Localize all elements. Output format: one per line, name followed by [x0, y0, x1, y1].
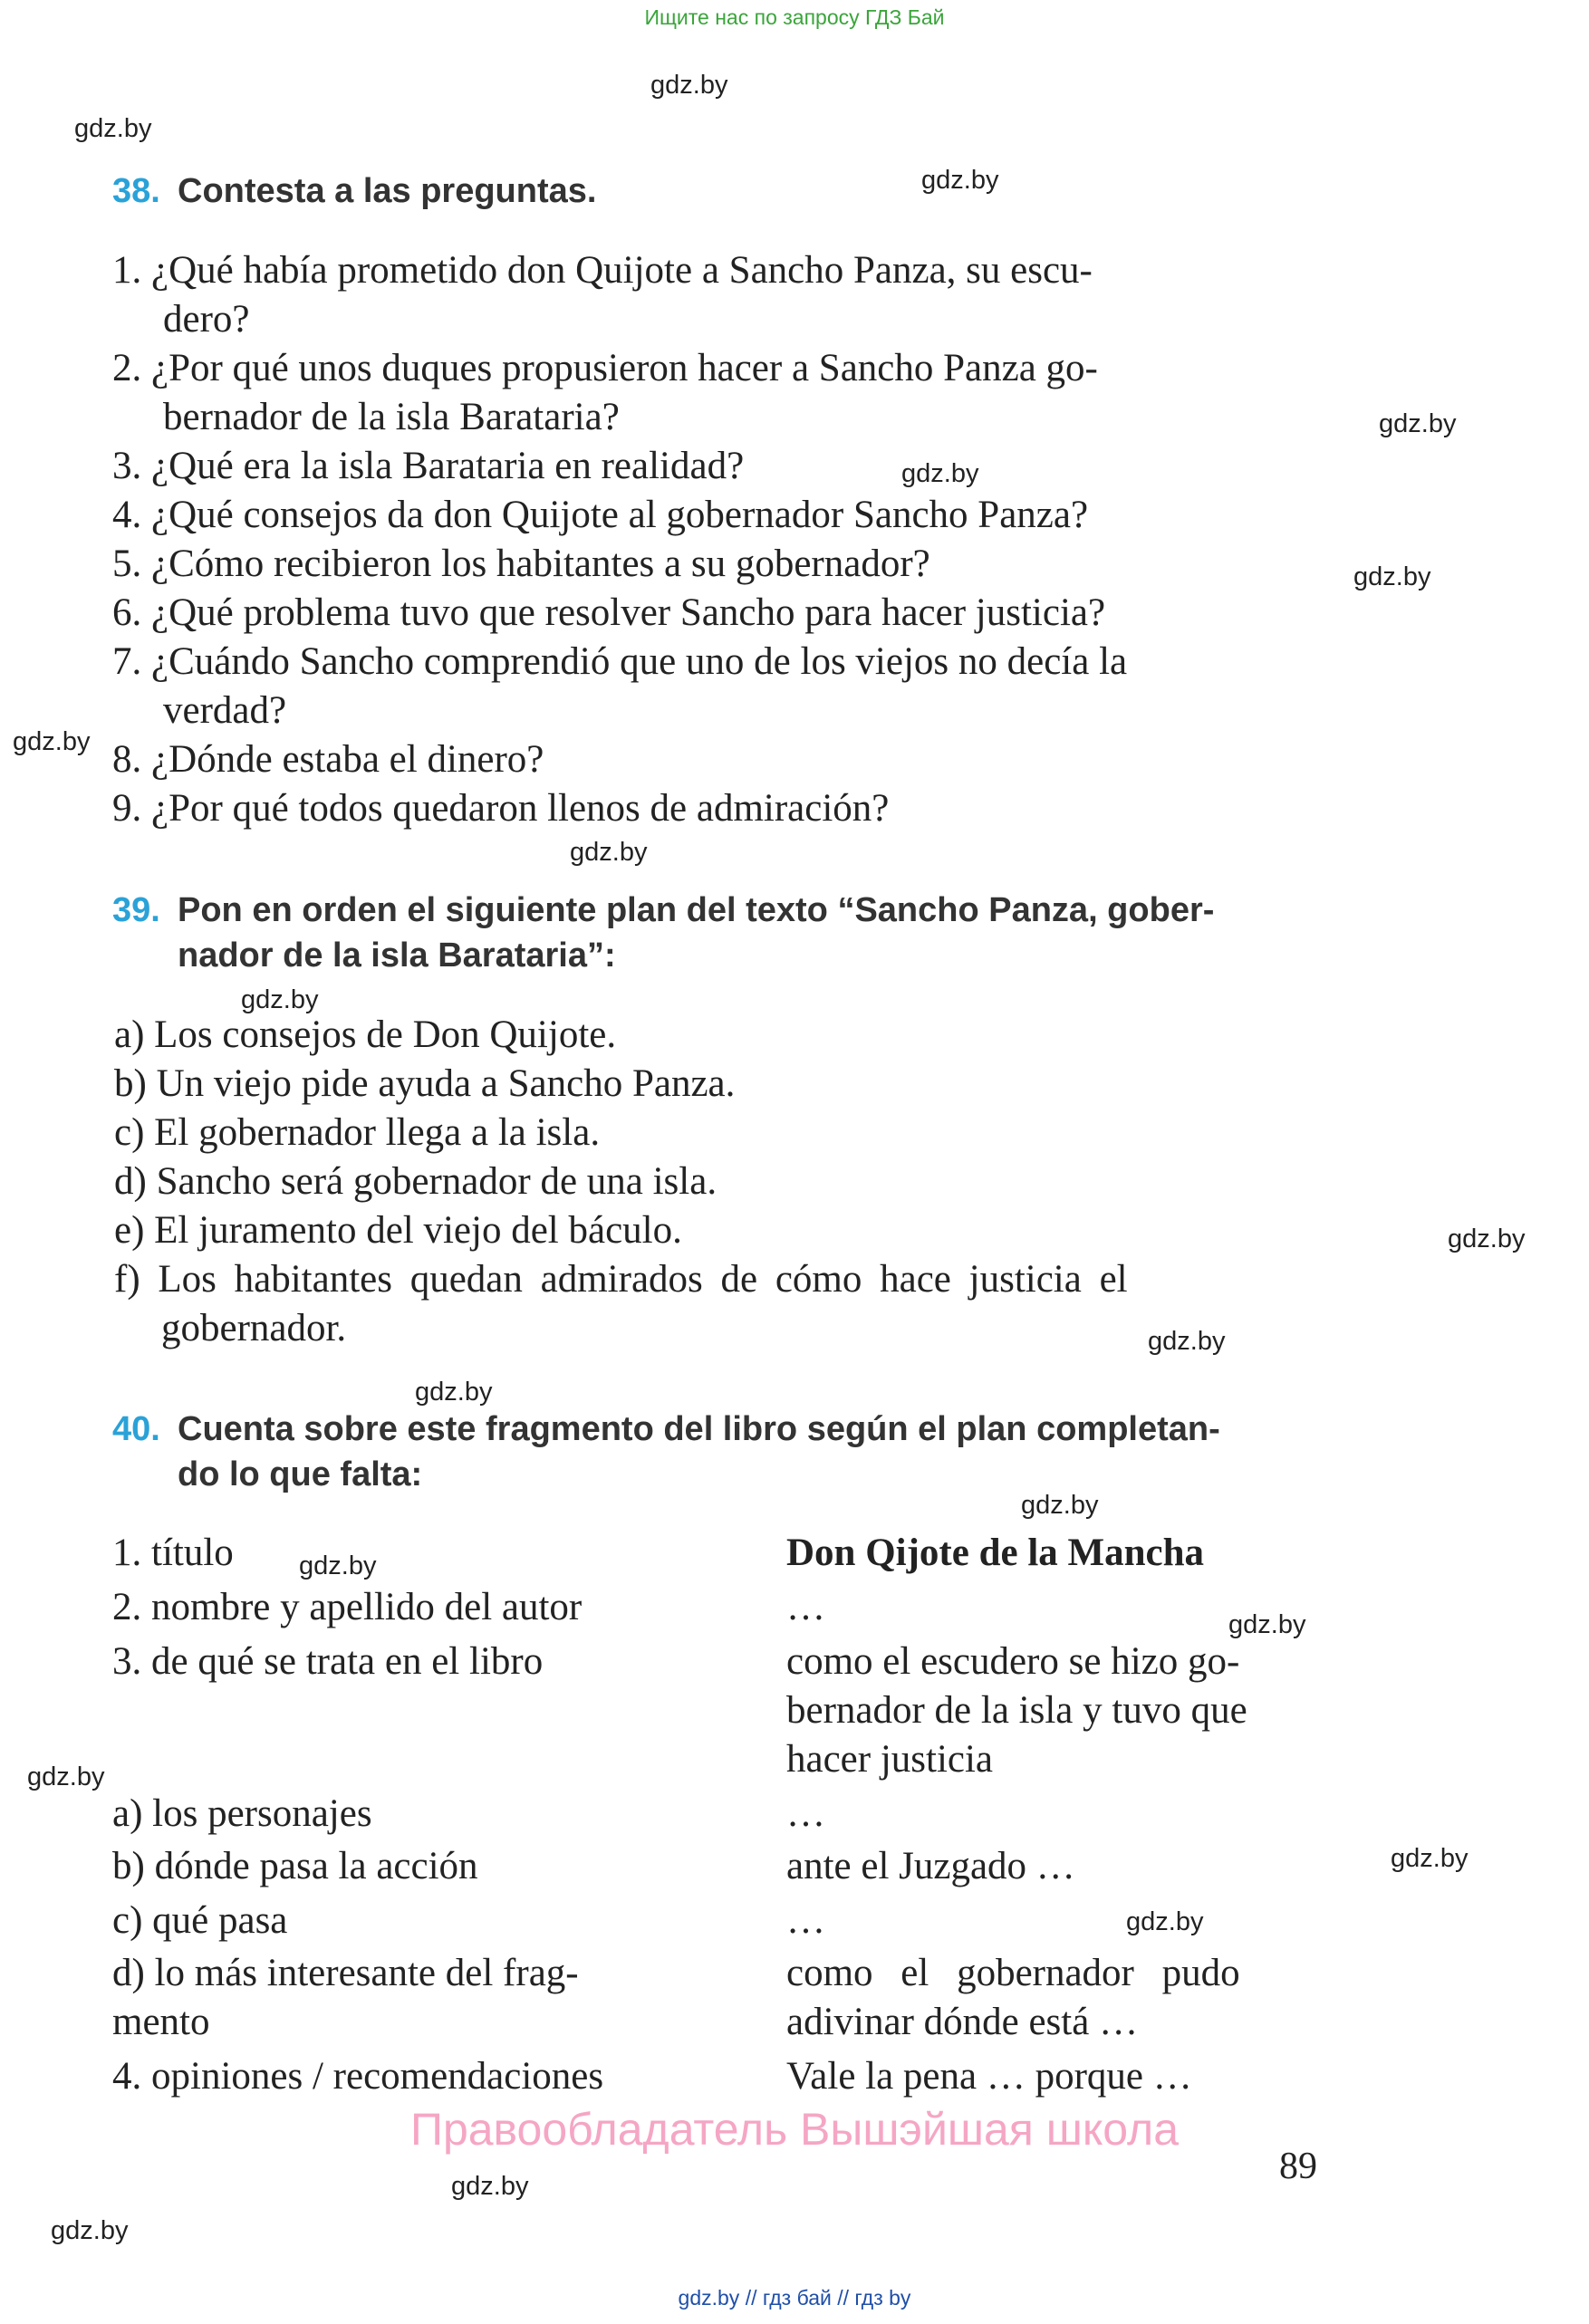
top-banner: Ищите нас по запросу ГДЗ Бай	[644, 5, 945, 29]
watermark: gdz.by	[299, 1551, 377, 1580]
exercise-39-heading	[112, 888, 1214, 978]
watermark: gdz.by	[27, 1762, 105, 1791]
watermark: gdz.by	[1148, 1327, 1226, 1356]
question-line: verdad?	[163, 689, 287, 732]
plan-right-item: …	[786, 1792, 825, 1835]
exercise-title: Contesta a las preguntas.	[178, 172, 597, 210]
plan-left-item: b) dónde pasa la acción	[112, 1845, 478, 1887]
exercise-40-heading	[112, 1407, 1220, 1497]
watermark: gdz.by	[901, 459, 979, 488]
plan-item: a) Los consejos de Don Quijote.	[114, 1013, 617, 1056]
watermark: gdz.by	[1021, 1491, 1099, 1520]
footer-links[interactable]: gdz.by // гдз бай // гдз by	[678, 2286, 911, 2310]
exercise-title-line: do lo que falta:	[178, 1455, 423, 1493]
plan-item: f) Los habitantes quedan admirados de cómo hace justicia el	[114, 1258, 1128, 1301]
plan-item: e) El juramento del viejo del báculo.	[114, 1209, 682, 1252]
watermark: gdz.by	[13, 727, 91, 756]
watermark: gdz.by	[241, 985, 319, 1014]
copyright-notice: Правообладатель Вышэйшая школа	[410, 2104, 1179, 2155]
exercise-number: 39.	[112, 891, 160, 929]
plan-left-item: d) lo más interesante del frag-	[112, 1952, 579, 1994]
watermark: gdz.by	[1379, 409, 1457, 438]
watermark: gdz.by	[921, 166, 999, 195]
plan-right-item: como el escudero se hizo go-	[786, 1640, 1240, 1683]
watermark: gdz.by	[1448, 1224, 1526, 1253]
question-line: 3. ¿Qué era la isla Barataria en realidad?	[112, 445, 745, 487]
plan-right-item: bernador de la isla y tuvo que	[786, 1689, 1247, 1732]
question-line: 7. ¿Cuándo Sancho comprendió que uno de los viejos no decía la	[112, 640, 1128, 683]
plan-left-item: 2. nombre y apellido del autor	[112, 1586, 583, 1628]
book-title: Don Qijote de la Mancha	[786, 1532, 1205, 1574]
exercise-38-heading	[112, 168, 596, 214]
watermark: gdz.by	[650, 71, 728, 100]
watermark: gdz.by	[415, 1378, 493, 1407]
plan-left-item: a) los personajes	[112, 1792, 372, 1835]
plan-right-item: …	[786, 1899, 825, 1942]
plan-right-item: hacer justicia	[786, 1738, 994, 1781]
watermark: gdz.by	[451, 2172, 529, 2201]
exercise-number: 40.	[112, 1410, 160, 1448]
plan-left-item: mento	[112, 2001, 210, 2043]
question-line: dero?	[163, 298, 250, 341]
watermark: gdz.by	[1126, 1907, 1204, 1936]
question-line: 6. ¿Qué problema tuvo que resolver Sancho para hacer justicia?	[112, 591, 1106, 634]
question-line: 1. ¿Qué había prometido don Quijote a Sancho Panza, su escu-	[112, 249, 1093, 292]
plan-item: d) Sancho será gobernador de una isla.	[114, 1160, 717, 1203]
plan-left-item: 1. título	[112, 1532, 234, 1574]
exercise-title-line: Pon en orden el siguiente plan del texto “Sancho Panza, gober-	[178, 891, 1215, 929]
plan-right-item: Vale la pena … porque …	[786, 2055, 1192, 2098]
exercise-title-line: Cuenta sobre este fragmento del libro según el plan completan-	[178, 1410, 1220, 1448]
plan-right-item: como el gobernador pudo	[786, 1952, 1240, 1994]
plan-left-item: 4. opiniones / recomendaciones	[112, 2055, 604, 2098]
watermark: gdz.by	[1391, 1844, 1469, 1873]
watermark: gdz.by	[1228, 1610, 1306, 1639]
exercise-title-line: nador de la isla Barataria”:	[178, 936, 616, 975]
question-line: bernador de la isla Barataria?	[163, 396, 620, 438]
watermark: gdz.by	[570, 838, 648, 867]
question-line: 9. ¿Por qué todos quedaron llenos de admiración?	[112, 787, 890, 830]
question-line: 4. ¿Qué consejos da don Quijote al gobernador Sancho Panza?	[112, 494, 1089, 536]
plan-right-item: …	[786, 1586, 825, 1628]
plan-right-item: ante el Juzgado …	[786, 1845, 1075, 1887]
question-line: 5. ¿Cómo recibieron los habitantes a su gobernador?	[112, 543, 930, 585]
watermark: gdz.by	[74, 114, 152, 143]
watermark: gdz.by	[1353, 562, 1431, 591]
plan-item: gobernador.	[161, 1307, 347, 1349]
page-number: 89	[1279, 2146, 1317, 2187]
question-line: 2. ¿Por qué unos duques propusieron hacer a Sancho Panza go-	[112, 347, 1098, 389]
question-line: 8. ¿Dónde estaba el dinero?	[112, 738, 544, 781]
plan-left-item: c) qué pasa	[112, 1899, 288, 1942]
exercise-number: 38.	[112, 172, 160, 210]
plan-left-item: 3. de qué se trata en el libro	[112, 1640, 544, 1683]
plan-item: c) El gobernador llega a la isla.	[114, 1111, 601, 1154]
watermark: gdz.by	[51, 2216, 129, 2245]
plan-item: b) Un viejo pide ayuda a Sancho Panza.	[114, 1062, 736, 1105]
plan-right-item: adivinar dónde está …	[786, 2001, 1139, 2043]
